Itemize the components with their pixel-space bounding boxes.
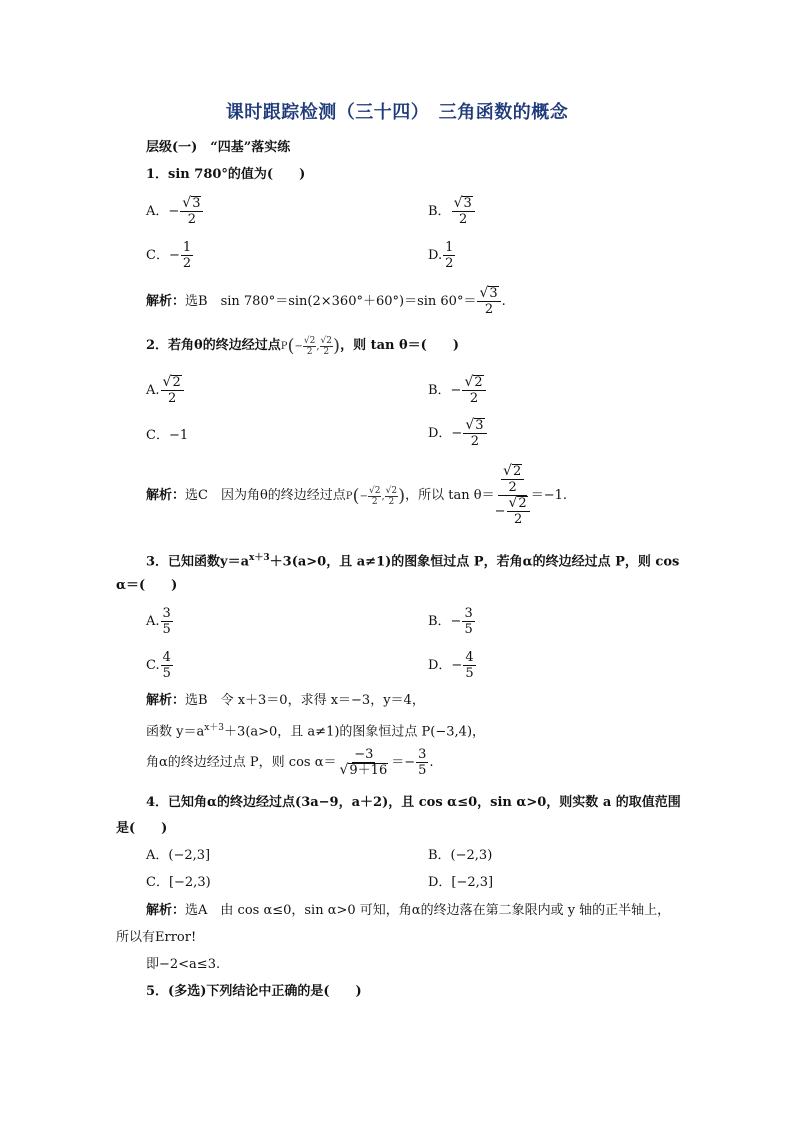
q4-stem-line1: 4．已知角α的终边经过点(3a−9，a＋2)，且 cos α≤0，sin α>0，则实数 a 的取值范围 (146, 795, 681, 810)
q5-stem: 5．(多选)下列结论中正确的是( ) (146, 984, 362, 999)
q2-option-a[interactable]: A. √ 2 2 (146, 375, 185, 406)
fraction: $\frac{4}{5}$ (465, 650, 474, 681)
fraction: √ 3 2 (180, 196, 203, 227)
q1-option-d[interactable]: D. $\frac{1}{2}$ (428, 240, 454, 271)
point-p: P(− $\frac{√2}{2}$ , $\frac{√2}{2}$ ) (345, 485, 406, 507)
fraction: √ 3 2 (452, 196, 475, 227)
tan-fraction: √ 2 2 − √ 2 2 (495, 464, 531, 527)
q1-option-b[interactable]: B． √ 3 2 (428, 196, 476, 227)
q2-option-d[interactable]: D．− √ 3 2 (428, 418, 488, 449)
q4-option-d[interactable]: D．[−2,3] (428, 875, 494, 890)
page-title: 课时跟踪检测（三十四） 三角函数的概念 (225, 102, 569, 123)
fraction: √ 2 2 (161, 375, 184, 406)
fraction: √ 3 2 (463, 418, 486, 449)
q2-analysis: 解析：选C 因为角θ的终边经过点P(− $\frac{√2}{2}$ , $\frac{√2}{2}$ )，所以 tan θ＝ √ 2 2 − √ 2 2 ＝−1. (146, 463, 567, 527)
section-heading: 层级(一) “四基”落实练 (146, 140, 291, 155)
q3-analysis-line1: 解析：选B 令 x＋3＝0，求得 x＝−3，y＝4， (146, 693, 425, 708)
q1-option-c[interactable]: C．− $\frac{1}{2}$ (146, 240, 192, 271)
q3-option-b[interactable]: B．− $\frac{3}{5}$ (428, 606, 473, 637)
fraction: $\frac{3}{5}$ (162, 606, 171, 637)
fraction: $\frac{3}{5}$ (464, 606, 473, 637)
point-p: P(− $\frac{√2}{2}$ , $\frac{√2}{2}$ ) (280, 335, 341, 357)
q1-stem: 1．sin 780°的值为( ) (146, 167, 306, 182)
q3-analysis-line3: 角α的终边经过点 P，则 cos α＝ −3 √ 9＋16 ＝− $\frac{3}{5}$ . (146, 747, 434, 778)
q3-stem-line2: α＝( ) (116, 578, 178, 593)
q4-analysis-line2: 所以有Error! (116, 930, 197, 945)
q3-option-a[interactable]: A. $\frac{3}{5}$ (146, 606, 171, 637)
q3-stem-line1: 3．已知函数$y=a^{x+3}+3(a>0$，且 a≠1)的图象恒过点 P，若角α的终边经过点 P，则 cos (146, 553, 680, 570)
q4-analysis-line1: 解析：选A 由 cos α≤0，sin α>0 可知，角α的终边落在第二象限内或 y 轴的正半轴上， (146, 903, 671, 918)
q4-option-c[interactable]: C．[−2,3) (146, 875, 211, 890)
q4-stem-line2: 是( ) (116, 821, 168, 836)
fraction: $\frac{1}{2}$ (182, 240, 192, 271)
q1-analysis: 解析：选B sin 780°＝sin(2×360°＋60°)＝sin 60°＝ √ 3 2 . (146, 285, 506, 317)
q1-option-a[interactable]: A．− √ 3 2 (146, 196, 204, 227)
q3-analysis-line2: 函数 $y=a^{x+3}+3(a>0$，且 a≠1)的图象恒过点 P(−3,4)， (146, 723, 486, 740)
q4-option-a[interactable]: A．(−2,3] (146, 848, 211, 863)
fraction: √ 2 2 (462, 375, 485, 406)
q4-analysis-line3: 即−2<a≤3. (146, 957, 221, 972)
fraction: $\frac{4}{5}$ (162, 650, 171, 681)
fraction: $\frac{1}{2}$ (445, 240, 454, 271)
q3-option-d[interactable]: D．− $\frac{4}{5}$ (428, 650, 474, 681)
q3-option-c[interactable]: C. $\frac{4}{5}$ (146, 650, 171, 681)
q2-option-b[interactable]: B．− √ 2 2 (428, 375, 487, 406)
q2-stem: 2．若角θ的终边经过点P(− $\frac{√2}{2}$ , $\frac{√2}{2}$ )，则 tan θ＝( ) (146, 335, 459, 357)
q2-option-c[interactable]: C．−1 (146, 428, 189, 443)
q4-option-b[interactable]: B．(−2,3) (428, 848, 493, 863)
